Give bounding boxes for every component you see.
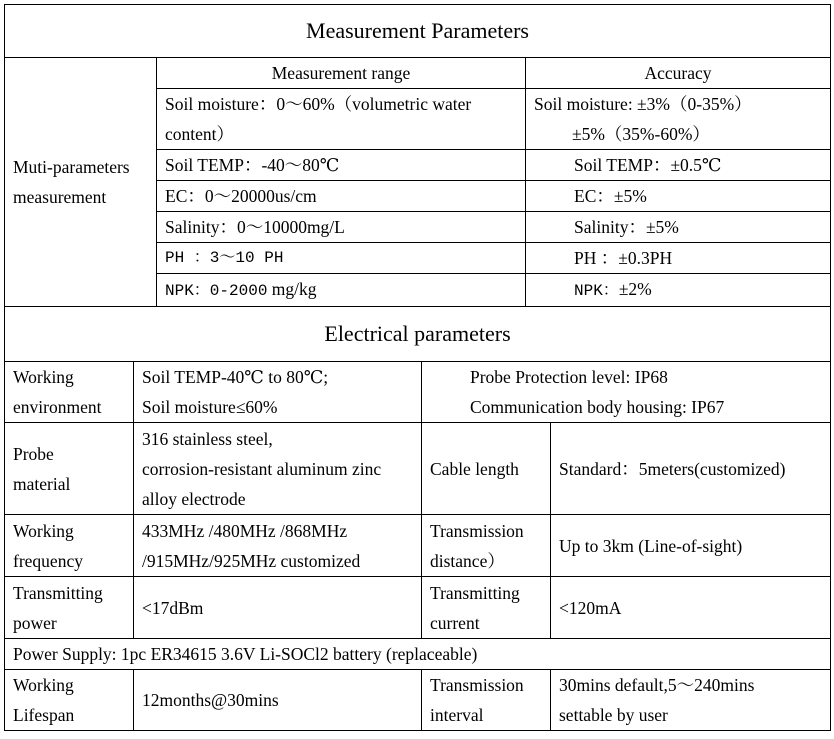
probe-material-value-line3: alloy electrode bbox=[142, 488, 246, 509]
protection-level bbox=[422, 362, 831, 423]
working-frequency-value-line2: /915MHz/925MHz customized bbox=[142, 550, 361, 571]
transmission-distance-value: Up to 3km (Line-of-sight) bbox=[551, 515, 831, 577]
working-env-label-line1: Working bbox=[13, 367, 74, 387]
range-soil-temp: Soil TEMP：-40～80℃ bbox=[157, 150, 526, 181]
transmitting-power-label-line1: Transmitting bbox=[13, 582, 103, 603]
probe-material-label-line2: material bbox=[13, 473, 71, 494]
col-header-range: Measurement range bbox=[157, 58, 526, 89]
accuracy-npk-label: NPK： bbox=[574, 282, 619, 300]
accuracy-soil-moisture bbox=[526, 89, 831, 150]
working-lifespan-label-line1: Working bbox=[13, 675, 74, 695]
working-env-value-line2: Soil moisture≤60% bbox=[142, 397, 278, 417]
transmission-distance-label bbox=[422, 515, 551, 577]
measurement-table bbox=[4, 4, 831, 307]
working-env-label bbox=[5, 362, 134, 423]
range-soil-moisture: Soil moisture：0～60%（volumetric water content） bbox=[157, 89, 526, 150]
working-env-value-line1: Soil TEMP-40℃ to 80℃; bbox=[142, 367, 329, 387]
accuracy-soil-moisture-line1: Soil moisture: ±3%（0-35%） bbox=[534, 94, 752, 114]
transmitting-current-value: <120mA bbox=[551, 577, 831, 639]
range-npk-unit: mg/kg bbox=[267, 279, 317, 299]
working-lifespan-label bbox=[5, 670, 134, 731]
range-salinity: Salinity：0～10000mg/L bbox=[157, 212, 526, 243]
probe-material-value-line1: 316 stainless steel, bbox=[142, 428, 273, 449]
working-frequency-label-line1: Working bbox=[13, 520, 74, 541]
accuracy-salinity: Salinity：±5% bbox=[526, 212, 831, 243]
range-ph: PH ：3～10 PH bbox=[157, 243, 526, 274]
transmitting-current-label-line1: Transmitting bbox=[430, 582, 520, 603]
multi-param-label bbox=[5, 58, 157, 307]
working-lifespan-value: 12months@30mins bbox=[134, 670, 422, 731]
transmission-distance-label-line1: Transmission bbox=[430, 520, 524, 541]
electrical-table bbox=[4, 306, 831, 731]
range-npk bbox=[157, 274, 526, 307]
accuracy-npk-value: ±2% bbox=[618, 279, 652, 299]
transmission-interval-value-line1: 30mins default,5～240mins bbox=[559, 675, 755, 695]
spec-table-container bbox=[4, 4, 830, 731]
range-npk-value: NPK：0-2000 bbox=[165, 282, 268, 300]
cable-length-label: Cable length bbox=[422, 423, 551, 515]
transmitting-current-label-line2: current bbox=[430, 612, 480, 633]
protection-level-line1: Probe Protection level: IP68 bbox=[470, 367, 668, 387]
accuracy-ph: PH ：±0.3PH bbox=[526, 243, 831, 274]
working-lifespan-label-line2: Lifespan bbox=[13, 705, 75, 725]
working-frequency-label bbox=[5, 515, 134, 577]
transmitting-current-label bbox=[422, 577, 551, 639]
accuracy-npk bbox=[526, 274, 831, 307]
working-frequency-value bbox=[134, 515, 422, 577]
accuracy-soil-moisture-line2: ±5%（35%-60%） bbox=[572, 124, 710, 144]
accuracy-soil-temp: Soil TEMP：±0.5℃ bbox=[526, 150, 831, 181]
probe-material-value-line2: corrosion-resistant aluminum zinc bbox=[142, 458, 382, 479]
accuracy-ec: EC：±5% bbox=[526, 181, 831, 212]
electrical-title: Electrical parameters bbox=[5, 307, 831, 362]
col-header-accuracy: Accuracy bbox=[526, 58, 831, 89]
cable-length-value: Standard：5meters(customized) bbox=[551, 423, 831, 515]
working-frequency-label-line2: frequency bbox=[13, 550, 83, 571]
measurement-title: Measurement Parameters bbox=[5, 5, 831, 58]
probe-material-value bbox=[134, 423, 422, 515]
multi-param-label-line1: Muti-parameters bbox=[13, 157, 130, 177]
transmission-distance-label-line2: distance） bbox=[430, 550, 505, 571]
probe-material-label bbox=[5, 423, 134, 515]
transmission-interval-label bbox=[422, 670, 551, 731]
working-env-value bbox=[134, 362, 422, 423]
probe-material-label-line1: Probe bbox=[13, 443, 54, 464]
transmission-interval-value bbox=[551, 670, 831, 731]
transmitting-power-value: <17dBm bbox=[134, 577, 422, 639]
multi-param-label-line2: measurement bbox=[13, 187, 107, 207]
working-env-label-line2: environment bbox=[13, 397, 102, 417]
transmitting-power-label bbox=[5, 577, 134, 639]
transmitting-power-label-line2: power bbox=[13, 612, 57, 633]
range-ec: EC：0～20000us/cm bbox=[157, 181, 526, 212]
power-supply: Power Supply: 1pc ER34615 3.6V Li-SOCl2 battery (replaceable) bbox=[5, 639, 831, 670]
working-frequency-value-line1: 433MHz /480MHz /868MHz bbox=[142, 520, 348, 541]
protection-level-line2: Communication body housing: IP67 bbox=[470, 397, 725, 417]
transmission-interval-value-line2: settable by user bbox=[559, 705, 668, 725]
transmission-interval-label-line1: Transmission bbox=[430, 675, 524, 695]
transmission-interval-label-line2: interval bbox=[430, 705, 484, 725]
